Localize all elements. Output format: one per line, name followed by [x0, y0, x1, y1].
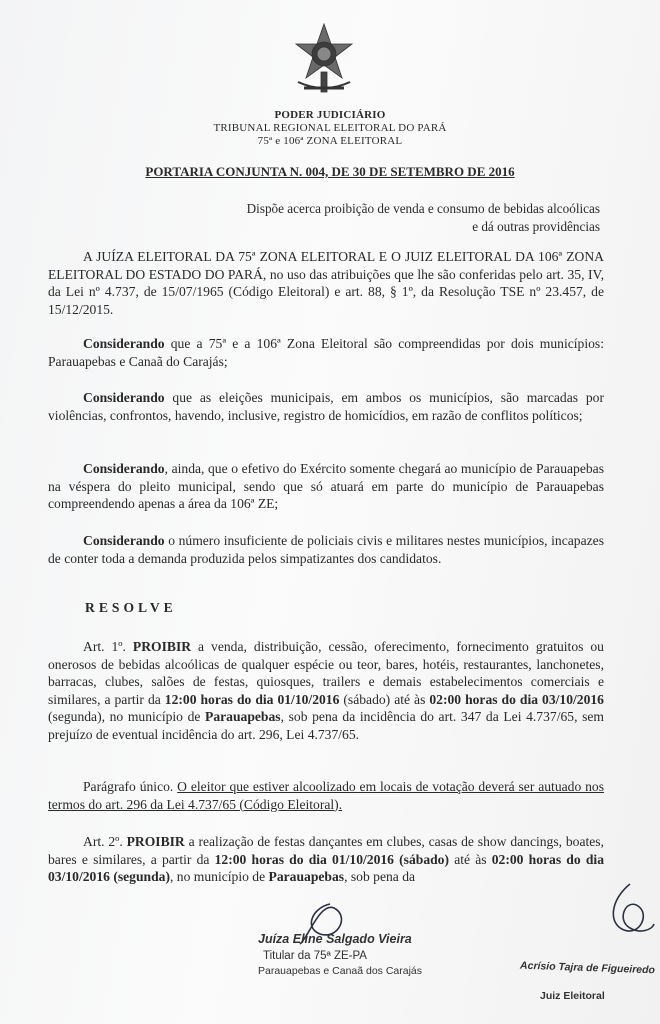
signature-2-name: Acrísio Tajra de Figueiredo: [519, 959, 656, 977]
ementa-line-1: Dispõe acerca proibição de venda e consumo de bebidas alcoólicas: [246, 201, 600, 216]
article-2-municipality: Parauapebas: [268, 869, 345, 884]
article-1-verb: PROIBIR: [132, 639, 192, 654]
signature-1-place: Parauapebas e Canaã dos Carajás: [258, 965, 423, 977]
article-1-text: a venda, distribuição, cessão, oferecimento, fornecimento gratuitos ou onerosos de bebidas alcoólicas de qualquer espécie ou teor, bares, hotéis, restaurantes, lanchonetes, barracas, clubes, salões de festas, quiosques, trailers e demais estabelecimentos comerciais e similares, a partir da: [48, 639, 604, 707]
considerando-lead: Considerando: [83, 336, 165, 351]
header-zonas: 75ª e 106ª ZONA ELEITORAL: [257, 135, 403, 147]
considerando-text: o número insuficiente de policiais civis e militares nestes municípios, incapazes de conter toda a demanda produzida pelos simpatizantes dos candidatos.: [48, 533, 604, 566]
article-2-start-time: 12:00 horas do dia 01/10/2016 (sábado): [214, 851, 450, 867]
article-1: [48, 638, 604, 743]
resolve-heading: RESOLVE: [85, 600, 177, 615]
considerando-lead: Considerando: [83, 461, 165, 476]
article-2-text: a realização de festas dançantes em clubes, casas de show dancings, boates, bares e similares, a partir da: [48, 834, 604, 867]
article-2-text: , sob pena da: [344, 869, 416, 884]
header-poder-judiciario: PODER JUDICIÁRIO: [274, 109, 386, 121]
preamble-paragraph: A JUÍZA ELEITORAL DA 75ª ZONA ELEITORAL E O JUIZ ELEITORAL DA 106ª ZONA ELEITORAL DO ESTADO DO PARÁ, no uso das atribuições que lhe são conferidas pelo art. 35, IV, da Lei nº 4.737, de 15/07/1965 (Código Eleitoral) e art. 88, § 1º, da Resolução TSE nº 23.457, de 15/12/2015.: [48, 249, 604, 317]
considerando-3: [48, 460, 604, 513]
considerando-lead: Considerando: [83, 390, 165, 405]
paragrafo-text: O eleitor que estiver alcoolizado em locais de votação deverá ser autuado nos termos do art. 296 da Lei 4.737/65 (Código Eleitoral).: [48, 779, 605, 812]
article-2-number: Art. 2º.: [83, 834, 127, 849]
considerando-2: [48, 389, 604, 424]
coat-of-arms-emblem: [290, 22, 358, 102]
article-2-text: , no município de: [169, 869, 269, 884]
document-title: PORTARIA CONJUNTA N. 004, DE 30 DE SETEMBRO DE 2016: [145, 164, 515, 179]
article-2-text: até às: [449, 851, 492, 867]
considerando-4: [48, 532, 604, 567]
considerando-text: que as eleições municipais, em ambos os municípios, são marcadas por violências, confrontos, havendo, inclusive, registro de homicídios, em razão de conflitos políticos;: [48, 390, 604, 423]
article-1-end-time: 02:00 horas do dia 03/10/2016: [429, 691, 604, 707]
article-1-text: (segunda), no município de: [48, 709, 206, 724]
ementa-line-2: e dá outras providências: [472, 219, 600, 234]
considerando-lead: Considerando: [83, 533, 165, 548]
article-2: [48, 833, 604, 886]
article-1-text: (sábado) até às: [339, 691, 430, 707]
considerando-text: , ainda, que o efetivo do Exército somente chegará ao município de Parauapebas na véspera do pleito municipal, sendo que só atuará em parte do município de Parauapebas compreendendo apenas a área da 106ª ZE;: [48, 461, 604, 511]
article-2-verb: PROIBIR: [126, 834, 185, 849]
signature-2-role: Juiz Eleitoral: [540, 990, 605, 1002]
article-2-end-time: 02:00 horas do dia 03/10/2016 (segunda): [48, 851, 604, 884]
article-1-start-time: 12:00 horas do dia 01/10/2016: [164, 691, 340, 707]
article-1-municipality: Parauapebas: [205, 709, 281, 724]
signature-1-name: Juíza Eline Salgado Vieira: [258, 932, 412, 946]
paragrafo-label: Parágrafo único.: [83, 779, 178, 794]
handwritten-signature-2: [600, 880, 656, 940]
considerando-text: que a 75ª e a 106ª Zona Eleitoral são compreendidas por dois municípios: Parauapebas e Canaã do Carajás;: [48, 336, 604, 369]
article-1-text: , sob pena da incidência do art. 347 da Lei 4.737/65, sem prejuízo de eventual incidência do art. 296, Lei 4.737/65.: [48, 709, 604, 742]
ementa: [180, 200, 600, 236]
considerando-1: [48, 335, 604, 370]
signature-1-role: Titular da 75ª ZE-PA: [263, 950, 367, 962]
header-tribunal: TRIBUNAL REGIONAL ELEITORAL DO PARÁ: [213, 122, 447, 134]
paragrafo-unico: [48, 778, 604, 813]
article-1-number: Art. 1º.: [83, 639, 133, 654]
